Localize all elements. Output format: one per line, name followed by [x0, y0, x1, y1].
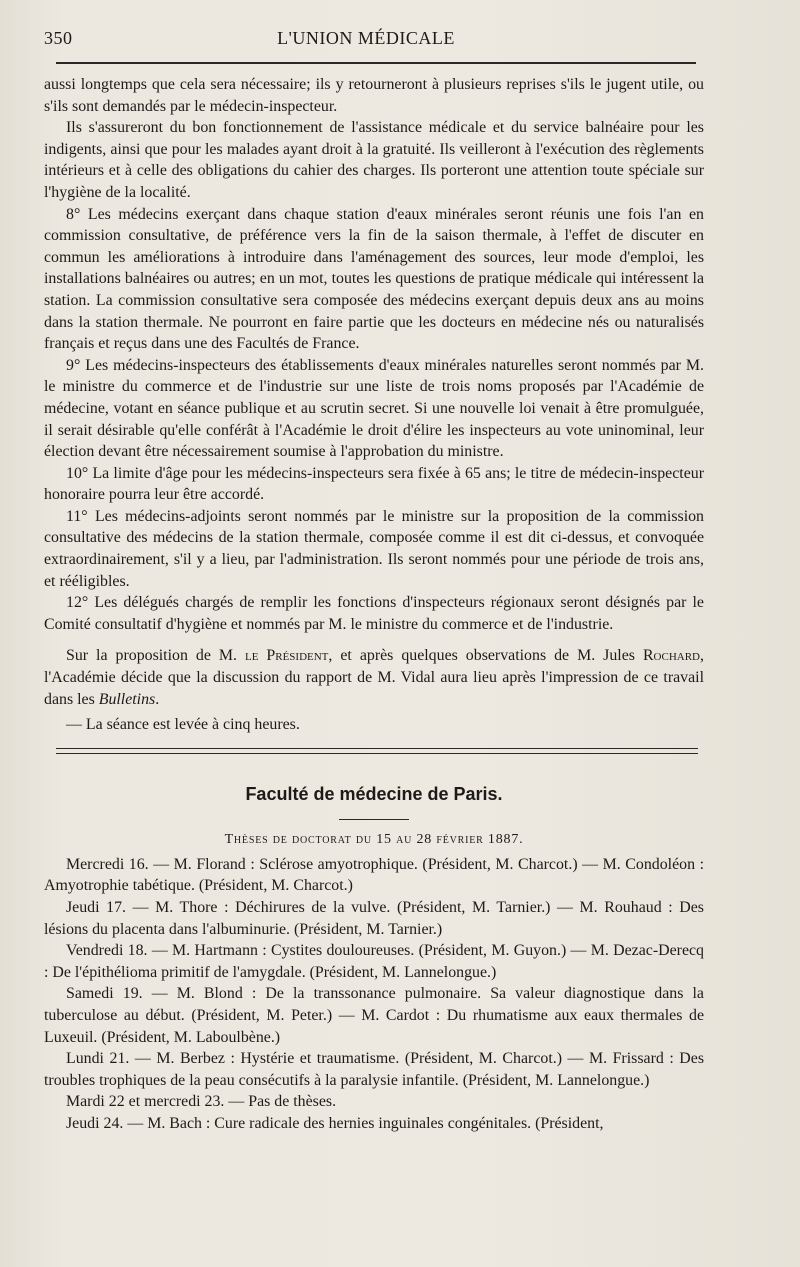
paragraph-article-12: 12° Les délégués chargés de remplir les fonctions d'inspecteurs régionaux seront désignés par le Comité consultatif d'hygiène et nommés par M. le ministre du commerce et de l'industrie. [44, 594, 704, 633]
paragraph-assistance: Ils s'assureront du bon fonctionnement de l'assistance médicale et du service balnéaire pour les indigents, ainsi que pour les malades ayant droit à la gratuité. Ils veilleront à l'exécution des règlements intérieurs et à celle des obligations du cahier des charges. Ils porteront une attention toute spéciale sur l'hygiène de la localité. [44, 119, 704, 201]
header-rule [56, 62, 696, 64]
bulletins-title: Bulletins [98, 690, 156, 708]
paragraph-article-9: 9° Les médecins-inspecteurs des établissements d'eaux minérales naturelles seront nommés par M. le ministre du commerce et de l'industrie sur une liste de trois noms proposés par l'Académie de médecine, votant en séance publique et au scrutin secret. Si une nouvelle loi venait à être promulguée, il serait désirable qu'elle conférât à l'Académie le droit d'élire les inspecteurs au vote uninominal, leur élection devant être nécessairement soumise à l'approbation du ministre. [44, 356, 704, 461]
president-name: le Président [244, 647, 329, 665]
list-item: Mercredi 16. — M. Florand : Sclérose amyotrophique. (Président, M. Charcot.) — M. Condoléon : Amyotrophie tabétique. (Président, M. Charcot.) [44, 855, 704, 895]
running-head [44, 28, 704, 60]
theses-subhead: Thèses de doctorat du 15 au 28 février 1887. [224, 831, 524, 847]
paragraph-article-11: 11° Les médecins-adjoints seront nommés par le ministre sur la proposition de la commission consultative des médecins de la station thermale, composée comme il est dit ci-dessus, et convoquée extraordinairement, s'il y a lieu, par l'administration. Ils seront nommés pour une période de trois ans, et rééligibles. [44, 507, 704, 590]
section-title: Faculté de médecine de Paris. [245, 783, 503, 804]
closing-line: — La séance est levée à cinq heures. [66, 716, 300, 734]
theses-list [44, 854, 704, 1135]
decision-text-3: , l'Académie décide que la discussion du rapport de M. Vidal aura lieu après l'impression de ce travail dans les [44, 647, 704, 708]
paragraph-continuation: aussi longtemps que cela sera nécessaire; ils y retourneront à plusieurs reprises s'ils le jugent utile, ou s'ils sont demandés par le médecin-inspecteur. [44, 76, 704, 115]
list-item: Samedi 19. — M. Blond : De la transsonance pulmonaire. Sa valeur diagnostique dans la tuberculose au début. (Président, M. Peter.) — M. Cardot : Du rhumatisme aux eaux thermales de Luxeuil. (Président, M. Laboulbène.) [44, 985, 704, 1046]
section-divider [56, 748, 698, 754]
page-number: 350 [44, 28, 73, 48]
list-item: Jeudi 17. — M. Thore : Déchirures de la vulve. (Président, M. Tarnier.) — M. Rouhaud : Des lésions du placenta dans l'albuminurie. (Président, M. Tarnier.) [44, 899, 704, 938]
paragraph-article-8: 8° Les médecins exerçant dans chaque station d'eaux minérales seront réunis une fois l'an en commission consultative, de préférence vers la fin de la saison thermale, à l'effet de discuter en commun les améliorations à introduire dans l'aménagement des sources, leur mode d'emploi, les installations balnéaires ou autres; en un mot, toutes les questions de pratique médicale qui intéressent la station. La commission consultative sera composée des médecins exerçant depuis deux ans au moins dans la station thermale. Ne pourront en faire partie que les docteurs en médecine nés ou naturalisés français et reçus dans une des Facultés de France. [44, 205, 704, 353]
decision-text-2: , et après quelques observations de M. Jules [328, 647, 643, 665]
paragraph-decision [44, 645, 704, 710]
list-item: Lundi 21. — M. Berbez : Hystérie et traumatisme. (Président, M. Charcot.) — M. Frissard : Des troubles trophiques de la peau consécutifs à la paralysie infantile. (Président, M. Lannelongue.) [44, 1050, 704, 1089]
journal-title: L'UNION MÉDICALE [277, 28, 455, 48]
list-item: Jeudi 24. — M. Bach : Cure radicale des hernies inguinales congénitales. (Président, [66, 1114, 604, 1132]
list-item: Vendredi 18. — M. Hartmann : Cystites douloureuses. (Président, M. Guyon.) — M. Dezac-Derecq : De l'épithélioma primitif de l'amygdale. (Président, M. Lannelongue.) [44, 942, 704, 981]
title-underline [339, 819, 409, 820]
rochard-name: Rochard [642, 647, 701, 665]
list-item: Mardi 22 et mercredi 23. — Pas de thèses. [66, 1093, 337, 1111]
paragraph-article-10: 10° La limite d'âge pour les médecins-inspecteurs sera fixée à 65 ans; le titre de médecin-inspecteur honoraire pourra leur être accordé. [44, 464, 704, 504]
article-body [44, 74, 704, 736]
decision-text-1: Sur la proposition de M. [66, 647, 245, 665]
decision-text-4: . [155, 690, 160, 708]
